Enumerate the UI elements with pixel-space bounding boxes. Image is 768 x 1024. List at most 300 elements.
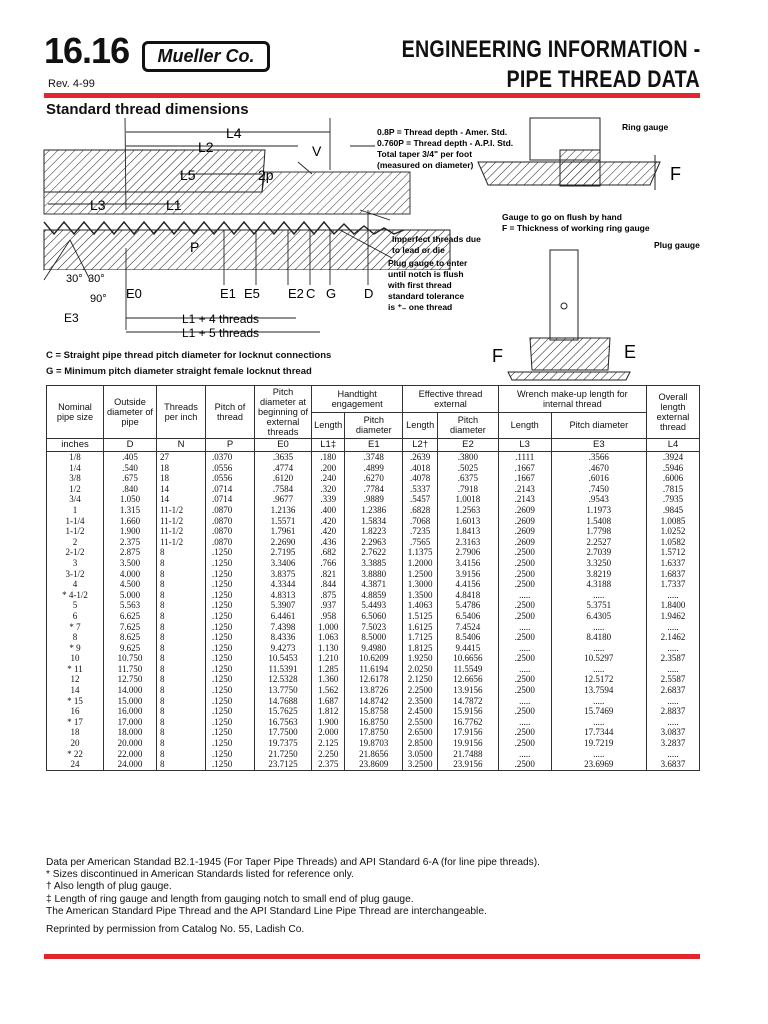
table-cell: 7.5023: [345, 622, 403, 633]
table-cell: .2500: [498, 632, 551, 643]
table-cell: .2500: [498, 558, 551, 569]
table-cell: 1.8400: [647, 600, 700, 611]
table-cell: .540: [104, 463, 157, 474]
table-cell: .7918: [438, 484, 499, 495]
table-cell: 2.375: [104, 537, 157, 548]
callout-gauge-flush: Gauge to go on flush by hand: [502, 212, 622, 222]
table-cell: 7.4398: [255, 622, 312, 633]
table-cell: 4.8313: [255, 590, 312, 601]
table-row: [47, 505, 700, 516]
table-cell: .....: [498, 622, 551, 633]
table-cell: .7235: [403, 526, 438, 537]
table-cell: 9.4980: [345, 643, 403, 654]
table-cell: .0714: [206, 494, 255, 505]
label-P: P: [190, 239, 200, 255]
table-cell: 24: [47, 759, 104, 770]
footnote: ‡ Length of ring gauge and length from gauging notch to small end of plug gauge.: [46, 893, 414, 905]
table-cell: 2.2527: [551, 537, 646, 548]
label-L2: L2: [198, 139, 214, 155]
pipe-thread-table: [46, 385, 700, 771]
table-cell: 4.000: [104, 569, 157, 580]
table-cell: 8: [47, 632, 104, 643]
header-effective: Effective thread external: [403, 386, 499, 413]
table-cell: 3.8375: [255, 569, 312, 580]
table-row: [47, 516, 700, 527]
table-cell: 3.3885: [345, 558, 403, 569]
table-cell: .420: [312, 516, 345, 527]
symbol-cell: E0: [255, 439, 312, 452]
table-cell: 22.000: [104, 749, 157, 760]
table-cell: 1.000: [312, 622, 345, 633]
revision-label: Rev. 4-99: [48, 78, 95, 90]
table-cell: .2143: [498, 494, 551, 505]
table-cell: 14.7688: [255, 696, 312, 707]
table-cell: 2.7039: [551, 547, 646, 558]
table-cell: 9.4415: [438, 643, 499, 654]
table-cell: 15.9156: [438, 706, 499, 717]
table-cell: .1250: [206, 674, 255, 685]
mueller-logo: Mueller Co.: [142, 41, 270, 72]
table-cell: .5946: [647, 463, 700, 474]
table-cell: 1.8413: [438, 526, 499, 537]
table-cell: 10.5453: [255, 653, 312, 664]
table-cell: .1667: [498, 463, 551, 474]
table-cell: 8: [157, 685, 206, 696]
table-cell: 6.4305: [551, 611, 646, 622]
table-row: [47, 484, 700, 495]
table-cell: .4078: [403, 473, 438, 484]
label-E-bottom: E: [624, 342, 637, 362]
table-row: [47, 579, 700, 590]
table-cell: 5.4786: [438, 600, 499, 611]
table-cell: .2500: [498, 611, 551, 622]
table-cell: 14: [47, 685, 104, 696]
table-cell: 3.3250: [551, 558, 646, 569]
table-cell: 1.5571: [255, 516, 312, 527]
reprint-credit: Reprinted by permission from Catalog No. 55, Ladish Co.: [46, 924, 305, 935]
table-cell: .2639: [403, 452, 438, 463]
table-cell: 8.5406: [438, 632, 499, 643]
table-cell: 4.4156: [438, 579, 499, 590]
label-L3: L3: [90, 197, 106, 213]
table-cell: 11-1/2: [157, 537, 206, 548]
footnote: Data per American Standad B2.1-1945 (For Taper Pipe Threads) and API Standard 6-A (for line pipe threads).: [46, 857, 541, 868]
callout-imperfect2: to lead or die: [392, 245, 445, 255]
table-cell: 2.2690: [255, 537, 312, 548]
table-cell: * 9: [47, 643, 104, 654]
table-cell: 4.500: [104, 579, 157, 590]
table-row: [47, 494, 700, 505]
table-cell: 3: [47, 558, 104, 569]
label-angle-90: 90°: [90, 293, 107, 305]
table-cell: 10: [47, 653, 104, 664]
table-cell: 3.4156: [438, 558, 499, 569]
page-number: 16.16: [44, 30, 130, 71]
table-cell: .4018: [403, 463, 438, 474]
table-cell: 1: [47, 505, 104, 516]
table-cell: .....: [551, 717, 646, 728]
subheader-length: Length: [312, 412, 345, 439]
table-cell: 2.6500: [403, 727, 438, 738]
table-cell: .6006: [647, 473, 700, 484]
table-cell: * 7: [47, 622, 104, 633]
table-cell: .0714: [206, 484, 255, 495]
table-cell: .320: [312, 484, 345, 495]
table-cell: .1250: [206, 590, 255, 601]
table-cell: 16.000: [104, 706, 157, 717]
table-cell: 2.5500: [403, 717, 438, 728]
table-cell: * 4-1/2: [47, 590, 104, 601]
table-cell: 2.375: [312, 759, 345, 770]
table-cell: 10.5297: [551, 653, 646, 664]
table-cell: .7815: [647, 484, 700, 495]
table-cell: 2.3587: [647, 653, 700, 664]
table-cell: 3.8219: [551, 569, 646, 580]
table-cell: .339: [312, 494, 345, 505]
symbol-cell: E2: [438, 439, 499, 452]
label-2p: 2p: [258, 167, 274, 183]
table-cell: .2500: [498, 600, 551, 611]
table-cell: .240: [312, 473, 345, 484]
callout-plug-enter4: standard tolerance: [388, 291, 465, 301]
table-cell: 1.130: [312, 643, 345, 654]
table-row: [47, 674, 700, 685]
table-cell: .....: [647, 622, 700, 633]
table-cell: 8.4336: [255, 632, 312, 643]
header-divider: [44, 93, 700, 98]
table-cell: 2.5587: [647, 674, 700, 685]
table-cell: .6120: [255, 473, 312, 484]
subheader-pitch-diameter: Pitch diameter: [551, 412, 646, 439]
note-c: C = Straight pipe thread pitch diameter for locknut connections: [46, 350, 332, 361]
table-cell: .6828: [403, 505, 438, 516]
table-cell: .840: [104, 484, 157, 495]
table-cell: .5457: [403, 494, 438, 505]
table-cell: 18: [157, 463, 206, 474]
symbol-cell: E1: [345, 439, 403, 452]
table-cell: .....: [647, 749, 700, 760]
table-cell: 5.3907: [255, 600, 312, 611]
table-cell: 19.7375: [255, 738, 312, 749]
table-cell: 12: [47, 674, 104, 685]
table-cell: 1.8125: [403, 643, 438, 654]
table-cell: 1.7125: [403, 632, 438, 643]
table-cell: 8: [157, 611, 206, 622]
table-cell: .682: [312, 547, 345, 558]
header-overall: Overall length external thread: [647, 386, 700, 439]
table-cell: 2.3163: [438, 537, 499, 548]
label-L1: L1: [166, 197, 182, 213]
table-cell: 8: [157, 674, 206, 685]
table-cell: .875: [312, 590, 345, 601]
table-cell: 8: [157, 717, 206, 728]
table-cell: .3635: [255, 452, 312, 463]
table-cell: .1250: [206, 696, 255, 707]
table-cell: 8: [157, 664, 206, 675]
table-cell: * 22: [47, 749, 104, 760]
symbol-cell: D: [104, 439, 157, 452]
table-cell: 11-1/2: [157, 526, 206, 537]
table-cell: .1250: [206, 727, 255, 738]
table-cell: 8: [157, 590, 206, 601]
table-row: [47, 759, 700, 770]
table-cell: 15.8758: [345, 706, 403, 717]
footer-divider: [44, 954, 700, 959]
table-cell: 19.8703: [345, 738, 403, 749]
table-cell: 8.5000: [345, 632, 403, 643]
table-cell: 5: [47, 600, 104, 611]
callout-plug-enter5: is ⁺₋ one thread: [388, 302, 453, 312]
table-cell: 3.0837: [647, 727, 700, 738]
section-title: Standard thread dimensions: [46, 101, 249, 118]
table-row: [47, 558, 700, 569]
table-cell: .2500: [498, 547, 551, 558]
table-cell: .1111: [498, 452, 551, 463]
footnotes: [46, 857, 540, 918]
table-cell: .405: [104, 452, 157, 463]
table-row: [47, 685, 700, 696]
table-row: [47, 600, 700, 611]
table-cell: 1.6013: [438, 516, 499, 527]
table-cell: 11.6194: [345, 664, 403, 675]
footnote: * Sizes discontinued in American Standards listed for reference only.: [46, 869, 354, 881]
table-cell: 8: [157, 738, 206, 749]
table-cell: 8: [157, 653, 206, 664]
table-cell: 1.3000: [403, 579, 438, 590]
table-cell: 1.900: [104, 526, 157, 537]
subheader-pitch-diameter: Pitch diameter: [438, 412, 499, 439]
table-cell: 3.500: [104, 558, 157, 569]
table-cell: .821: [312, 569, 345, 580]
table-cell: 13.7594: [551, 685, 646, 696]
table-cell: .180: [312, 452, 345, 463]
table-cell: .420: [312, 526, 345, 537]
table-cell: .....: [551, 749, 646, 760]
header-pitch-dia: Pitch diameter at beginning of external threads: [255, 386, 312, 439]
callout-imperfect1: Imperfect threads due: [392, 234, 481, 244]
table-cell: 14: [157, 494, 206, 505]
table-cell: 1.660: [104, 516, 157, 527]
table-cell: 18.000: [104, 727, 157, 738]
table-cell: 16.7762: [438, 717, 499, 728]
table-cell: 1-1/4: [47, 516, 104, 527]
table-cell: .1250: [206, 653, 255, 664]
table-cell: 13.9156: [438, 685, 499, 696]
table-cell: .5025: [438, 463, 499, 474]
table-cell: 11-1/2: [157, 516, 206, 527]
label-F-top: F: [670, 164, 681, 184]
table-cell: 27: [157, 452, 206, 463]
table-cell: 9.625: [104, 643, 157, 654]
table-cell: .1250: [206, 738, 255, 749]
table-cell: .....: [498, 749, 551, 760]
header-outside: Outside diameter of pipe: [104, 386, 157, 439]
table-cell: .766: [312, 558, 345, 569]
table-cell: 1.5712: [647, 547, 700, 558]
table-cell: 7.625: [104, 622, 157, 633]
label-V: V: [312, 143, 322, 159]
table-cell: * 15: [47, 696, 104, 707]
table-cell: 1.7337: [647, 579, 700, 590]
table-cell: .958: [312, 611, 345, 622]
label-E0: E0: [126, 286, 142, 301]
table-cell: .2500: [498, 569, 551, 580]
table-cell: 3.3406: [255, 558, 312, 569]
label-angle-30b: 30°: [88, 273, 105, 285]
table-cell: .0870: [206, 516, 255, 527]
table-cell: 2.125: [312, 738, 345, 749]
note-g: G = Minimum pitch diameter straight female locknut thread: [46, 366, 312, 377]
table-cell: .9889: [345, 494, 403, 505]
table-cell: 8: [157, 759, 206, 770]
page-title-line1: ENGINEERING INFORMATION -: [401, 36, 700, 63]
table-cell: 4.8859: [345, 590, 403, 601]
label-four-threads: L1 + 4 threads: [182, 312, 260, 326]
table-row: [47, 696, 700, 707]
table-cell: 15.7625: [255, 706, 312, 717]
label-E1: E1: [220, 286, 236, 301]
table-cell: 1.2136: [255, 505, 312, 516]
table-cell: 5.3751: [551, 600, 646, 611]
table-cell: 23.7125: [255, 759, 312, 770]
table-cell: .....: [498, 643, 551, 654]
table-cell: .....: [647, 590, 700, 601]
table-cell: .1250: [206, 611, 255, 622]
label-L4: L4: [226, 125, 242, 141]
table-cell: .7584: [255, 484, 312, 495]
table-cell: .7068: [403, 516, 438, 527]
table-cell: 1.2500: [403, 569, 438, 580]
footnote: The American Standard Pipe Thread and the API Standard Line Pipe Thread are interchangeable.: [46, 905, 487, 917]
table-cell: 23.9156: [438, 759, 499, 770]
table-cell: .2609: [498, 505, 551, 516]
table-row: [47, 473, 700, 484]
table-row: [47, 547, 700, 558]
table-cell: 2.000: [312, 727, 345, 738]
table-cell: .4899: [345, 463, 403, 474]
table-row: [47, 526, 700, 537]
table-cell: .6016: [551, 473, 646, 484]
table-cell: .0556: [206, 463, 255, 474]
table-cell: .....: [498, 717, 551, 728]
table-cell: .844: [312, 579, 345, 590]
table-cell: 16: [47, 706, 104, 717]
table-cell: 1.315: [104, 505, 157, 516]
table-cell: 8: [157, 579, 206, 590]
table-cell: .2500: [498, 674, 551, 685]
callout-plug-gauge: Plug gauge: [654, 240, 700, 250]
table-cell: 1.063: [312, 632, 345, 643]
table-cell: 2.7906: [438, 547, 499, 558]
table-cell: .436: [312, 537, 345, 548]
table-cell: .7565: [403, 537, 438, 548]
table-cell: .7784: [345, 484, 403, 495]
table-row: [47, 643, 700, 654]
table-row: [47, 622, 700, 633]
table-cell: 11.5549: [438, 664, 499, 675]
table-cell: 3/4: [47, 494, 104, 505]
callout-depth-api: 0.760P = Thread depth - A.P.I. Std.: [377, 138, 514, 148]
label-E5: E5: [244, 286, 260, 301]
table-cell: 8: [157, 547, 206, 558]
table-cell: .1250: [206, 717, 255, 728]
symbol-cell: L4: [647, 439, 700, 452]
table-cell: .3800: [438, 452, 499, 463]
subheader-pitch-diameter: Pitch diameter: [345, 412, 403, 439]
table-row: [47, 463, 700, 474]
table-row: [47, 452, 700, 463]
table-cell: 4: [47, 579, 104, 590]
table-cell: .200: [312, 463, 345, 474]
table-cell: 1.2000: [403, 558, 438, 569]
table-cell: 2.4500: [403, 706, 438, 717]
label-D: D: [364, 286, 374, 301]
table-cell: 6: [47, 611, 104, 622]
table-cell: 20.000: [104, 738, 157, 749]
table-cell: 17.8750: [345, 727, 403, 738]
table-cell: 15.7469: [551, 706, 646, 717]
header-pitch: Pitch of thread: [206, 386, 255, 439]
table-cell: 24.000: [104, 759, 157, 770]
table-cell: .2500: [498, 727, 551, 738]
table-cell: 16.8750: [345, 717, 403, 728]
table-cell: 12.750: [104, 674, 157, 685]
symbol-row: [47, 439, 700, 452]
callout-taper2: (measured on diameter): [377, 160, 474, 170]
table-cell: 3.9156: [438, 569, 499, 580]
table-cell: 1.7961: [255, 526, 312, 537]
table-cell: 14.000: [104, 685, 157, 696]
table-cell: .0870: [206, 505, 255, 516]
table-cell: 21.7250: [255, 749, 312, 760]
table-cell: 11.5391: [255, 664, 312, 675]
callout-plug-enter1: Plug gauge to enter: [388, 258, 468, 268]
table-cell: .....: [551, 622, 646, 633]
symbol-cell: inches: [47, 439, 104, 452]
table-cell: .2609: [498, 516, 551, 527]
header-handtight: Handtight engagement: [312, 386, 403, 413]
label-five-threads: L1 + 5 threads: [182, 326, 260, 340]
table-cell: 2.2500: [403, 685, 438, 696]
table-cell: 2-1/2: [47, 547, 104, 558]
table-cell: .2500: [498, 738, 551, 749]
table-cell: 1.5834: [345, 516, 403, 527]
table-cell: 19.7219: [551, 738, 646, 749]
table-cell: .....: [498, 696, 551, 707]
table-cell: 2.7622: [345, 547, 403, 558]
label-angle-30a: 30°: [66, 273, 83, 285]
symbol-cell: P: [206, 439, 255, 452]
table-cell: 8: [157, 569, 206, 580]
table-cell: 1.1973: [551, 505, 646, 516]
table-cell: 2.2963: [345, 537, 403, 548]
table-cell: 1.0085: [647, 516, 700, 527]
table-cell: 6.5406: [438, 611, 499, 622]
table-cell: 1.360: [312, 674, 345, 685]
callout-taper1: Total taper 3/4" per foot: [377, 149, 473, 159]
table-cell: 3.2837: [647, 738, 700, 749]
callout-depth-amer: 0.8P = Thread depth - Amer. Std.: [377, 127, 508, 137]
table-cell: 3.0500: [403, 749, 438, 760]
table-cell: 10.6209: [345, 653, 403, 664]
table-cell: 8.625: [104, 632, 157, 643]
table-cell: .....: [551, 696, 646, 707]
table-cell: 2.0250: [403, 664, 438, 675]
table-cell: 18: [157, 473, 206, 484]
table-cell: 7.4524: [438, 622, 499, 633]
table-cell: .....: [647, 643, 700, 654]
table-cell: .1250: [206, 643, 255, 654]
